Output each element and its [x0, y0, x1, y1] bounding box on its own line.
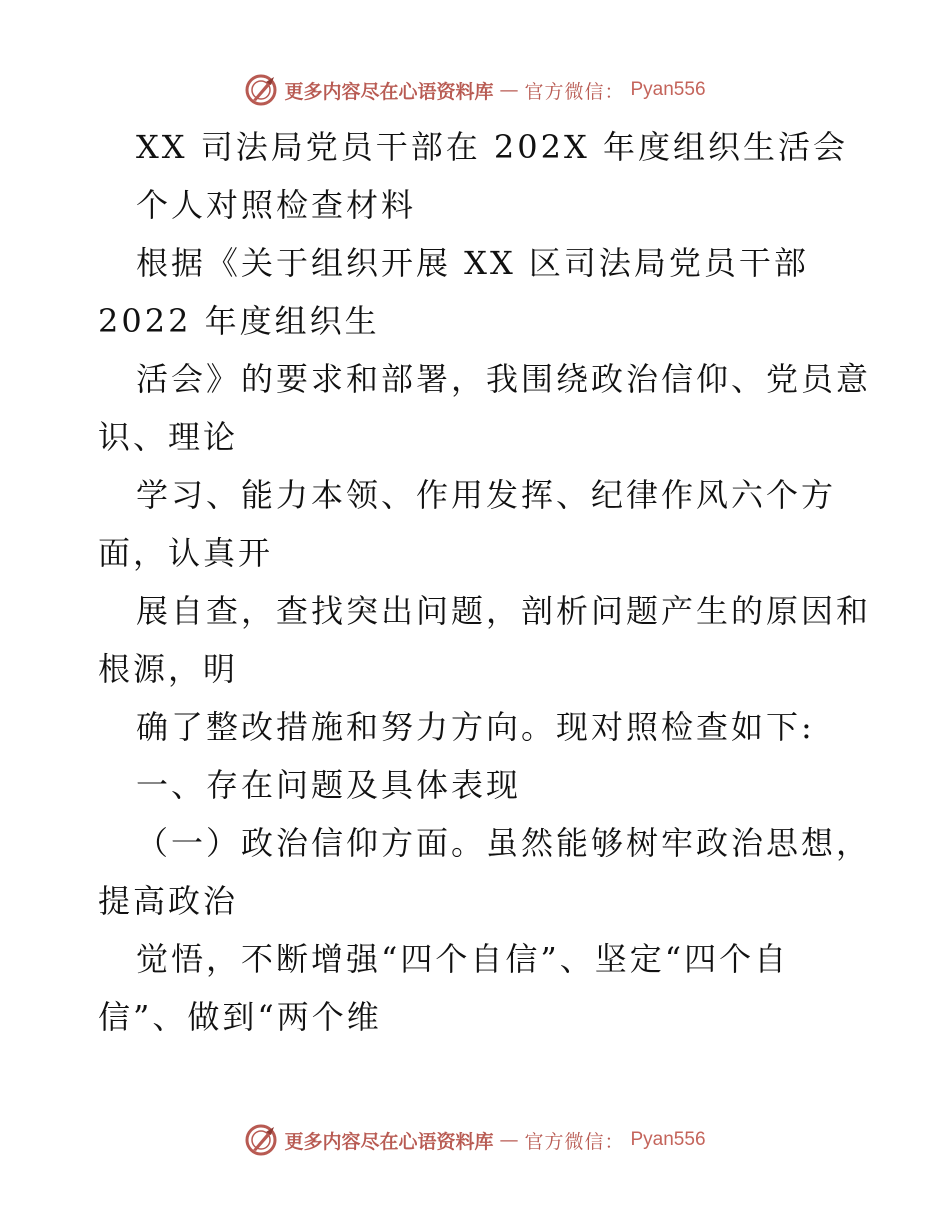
watermark-dash: — — [499, 1129, 519, 1151]
watermark-title: 更多内容尽在心语资料库 — [284, 1130, 494, 1153]
document-line: （一）政治信仰方面。虽然能够树牢政治思想， — [136, 824, 872, 862]
document-line: 活会》的要求和部署，我围绕政治信仰、党员意 — [136, 360, 872, 398]
document-line: 确了整改措施和努力方向。现对照检查如下: — [136, 708, 815, 746]
watermark-banner-bottom — [0, 1120, 950, 1160]
watermark-wechat-label: 官方微信： — [524, 1130, 625, 1153]
document-line: 一、存在问题及具体表现 — [136, 766, 522, 804]
watermark-title: 更多内容尽在心语资料库 — [284, 80, 494, 103]
document-line: 根源，明 — [98, 650, 239, 688]
document-line: 学习、能力本领、作用发挥、纪律作风六个方 — [136, 476, 837, 514]
document-line: 觉悟，不断增强“四个自信”、坚定“四个自 — [136, 940, 790, 978]
document-line: 识、理论 — [98, 418, 239, 456]
watermark-banner-top — [0, 70, 950, 110]
document-line: 根据《关于组织开展 XX 区司法局党员干部 — [136, 244, 809, 282]
document-line: 面，认真开 — [98, 534, 274, 572]
feather-pen-logo-icon — [244, 73, 278, 107]
document-line: 信”、做到“两个维 — [98, 998, 382, 1036]
watermark-wechat-id: Pyan556 — [630, 79, 706, 100]
feather-pen-logo-icon — [244, 1123, 278, 1157]
watermark-wechat-label: 官方微信： — [524, 80, 625, 103]
document-line: XX 司法局党员干部在 202X 年度组织生活会 — [136, 128, 848, 166]
watermark-dash: — — [499, 79, 519, 101]
document-body — [98, 118, 878, 1046]
watermark-wechat-id: Pyan556 — [630, 1129, 706, 1150]
document-line: 个人对照检查材料 — [136, 186, 417, 224]
document-line: 提高政治 — [98, 882, 239, 920]
document-line: 2022 年度组织生 — [98, 302, 380, 340]
document-line: 展自查，查找突出问题，剖析问题产生的原因和 — [136, 592, 872, 630]
